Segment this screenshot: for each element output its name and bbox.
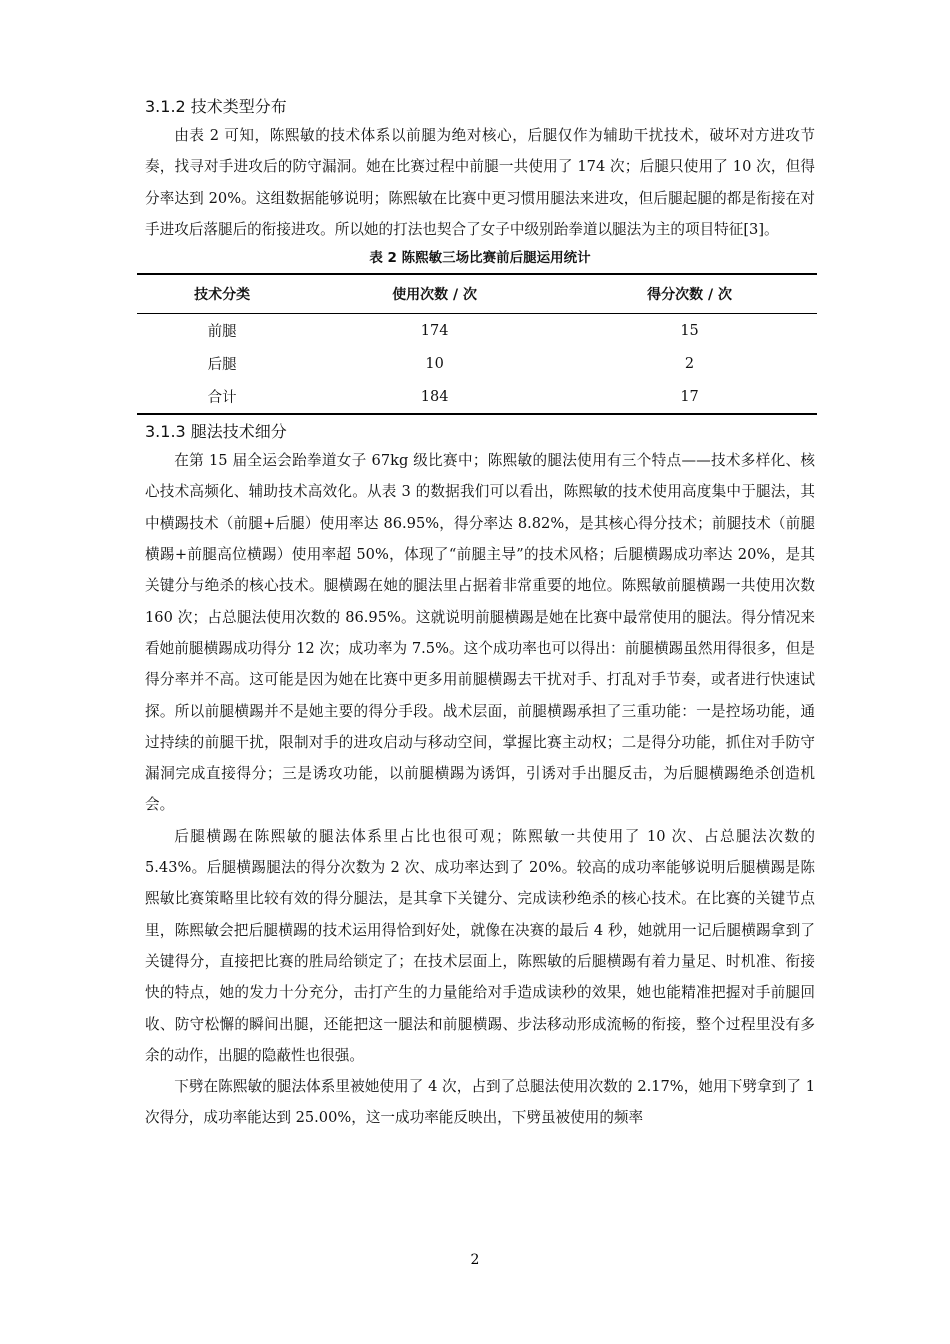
cell-usage: 174	[420, 322, 449, 339]
page-number: 2	[470, 1252, 480, 1268]
table-row-total	[137, 380, 817, 414]
cell-category: 后腿	[207, 357, 237, 374]
header-technique-category: 技术分类	[137, 274, 307, 314]
cell-usage: 10	[425, 355, 444, 372]
front-back-leg-table	[137, 273, 817, 415]
cell-category: 合计	[207, 390, 237, 407]
header-score-count: 得分次数 / 次	[562, 274, 817, 314]
cell-score: 15	[680, 322, 699, 339]
paragraph-axe-kick: 下劈在陈熙敏的腿法体系里被她使用了 4 次，占到了总腿法使用次数的 2.17%，她用下劈拿到了 1 次得分，成功率能达到 25.00%，这一成功率能反映出，下劈虽被使用的频率	[145, 1078, 815, 1127]
paragraph-back-leg-kick: 后腿横踢在陈熙敏的腿法体系里占比也很可观；陈熙敏一共使用了 10 次、占总腿法次数的 5.43%。后腿横踢腿法的得分次数为 2 次、成功率达到了 20%。较高的成功率能够说明后腿横踢是陈熙敏比赛策略里比较有效的得分腿法，是其拿下关键分、完成读秒绝杀的核心技术。在比赛的关键节点里，陈熙敏会把后腿横踢的技术运用得恰到好处，就像在决赛的最后 4 秒，她就用一记后腿横踢拿到了关键得分，直接把比赛的胜局给锁定了；在技术层面上，陈熙敏的后腿横踢有着力量足、时机准、衔接快的特点，她的发力十分充分，击打产生的力量能给对手造成读秒的效果，她也能精准把握对手前腿回收、防守松懈的瞬间出腿，还能把这一腿法和前腿横踢、步法移动形成流畅的衔接，整个过程里没有多余的动作，出腿的隐蔽性也很强。	[145, 827, 815, 1064]
table-header-row	[137, 274, 817, 314]
cell-score: 17	[680, 388, 699, 405]
header-usage-count: 使用次数 / 次	[307, 274, 562, 314]
paragraph-kick-overview: 在第 15 届全运会跆拳道女子 67kg 级比赛中；陈熙敏的腿法使用有三个特点——技术多样化、核心技术高频化、辅助技术高效化。从表 3 的数据我们可以看出，陈熙敏的技术使用高度集中于腿法，其中横踢技术（前腿+后腿）使用率达 86.95%，得分率达 8.82%，是其核心得分技术；前腿技术（前腿横踢+前腿高位横踢）使用率超 50%，体现了“前腿主导”的技术风格；后腿横踢成功率达 20%，是其关键分与绝杀的核心技术。腿横踢在她的腿法里占据着非常重要的地位。陈熙敏前腿横踢一共使用次数 160 次；占总腿法使用次数的 86.95%。这就说明前腿横踢是她在比赛中最常使用的腿法。得分情况来看她前腿横踢成功得分 12 次；成功率为 7.5%。这个成功率也可以得出：前腿横踢虽然用得很多，但是得分率并不高。这可能是因为她在比赛中更多用前腿横踢去干扰对手、打乱对手节奏，或者进行快速试探。所以前腿横踢并不是她主要的得分手段。战术层面，前腿横踢承担了三重功能：一是控场功能，通过持续的前腿干扰，限制对手的进攻启动与移动空间，掌握比赛主动权；二是得分功能，抓住对手防守漏洞完成直接得分；三是诱攻功能，以前腿横踢为诱饵，引诱对手出腿反击，为后腿横踢绝杀创造机会。	[145, 452, 815, 814]
table-caption: 表 2 陈熙敏三场比赛前后腿运用统计	[369, 250, 591, 267]
cell-category: 前腿	[207, 324, 237, 341]
cell-usage: 184	[420, 388, 449, 405]
cell-score: 2	[684, 355, 695, 372]
page-content	[145, 94, 815, 1134]
section-heading-3-1-3: 3.1.3 腿法技术细分	[145, 422, 287, 442]
paragraph-technique-types: 由表 2 可知，陈熙敏的技术体系以前腿为绝对核心，后腿仅作为辅助干扰技术，破坏对方进攻节奏，找寻对手进攻后的防守漏洞。她在比赛过程中前腿一共使用了 174 次；后腿只使用了 10 次，但得分率达到 20%。这组数据能够说明；陈熙敏在比赛中更习惯用腿法来进攻，但后腿起腿的都是衔接在对手进攻后落腿后的衔接进攻。所以她的打法也契合了女子中级别跆拳道以腿法为主的项目特征[3]。	[145, 127, 815, 238]
table-row	[137, 347, 817, 380]
section-heading-3-1-2: 3.1.2 技术类型分布	[145, 97, 287, 116]
table-row	[137, 314, 817, 348]
